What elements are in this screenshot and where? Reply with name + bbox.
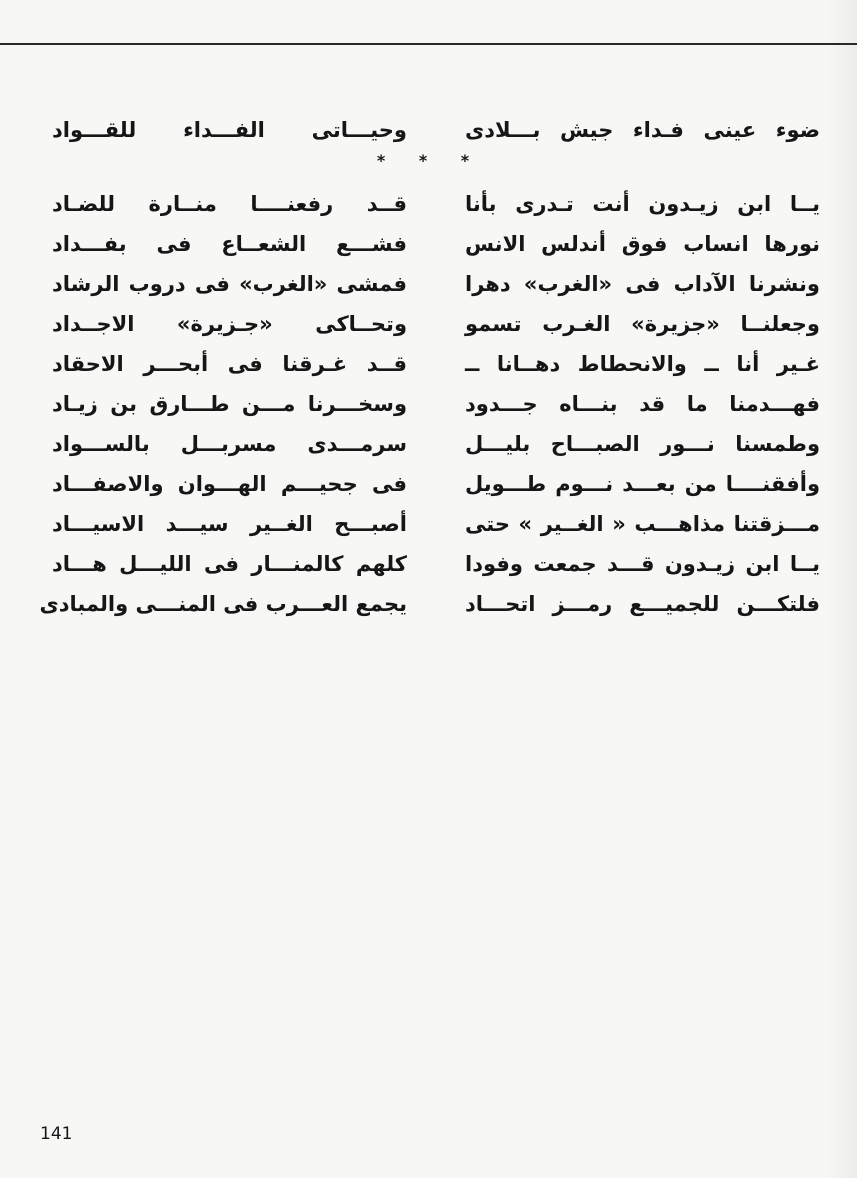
stanza-separator: * * * (376, 151, 484, 170)
verse-second-hemistich: يجمع العـــرب فى المنـــى والمبادى (39, 592, 407, 616)
separator-line (40, 150, 820, 184)
top-rule (0, 43, 857, 45)
verse-second-hemistich: سرمـــدى مسربـــل بالســـواد (52, 432, 407, 456)
verse-first-hemistich: يــا ابن زيـدون أنت تـدرى بأنا (465, 192, 820, 216)
verse-line (40, 584, 820, 624)
verse-second-hemistich: أصبـــح الغــير سيـــد الاسيـــاد (52, 512, 407, 536)
verse-list (40, 184, 820, 624)
verse-second-hemistich: قــد رفعنــــا منــارة للضـاد (52, 192, 407, 216)
verse-first-hemistich: وجعلنــا «جزيرة» الغـرب تسمو (465, 312, 820, 336)
verse-second-hemistich: وتحــاكى «جـزيرة» الاجــداد (52, 312, 407, 336)
poem (40, 110, 820, 624)
verse-line (40, 344, 820, 384)
verse-line (40, 224, 820, 264)
verse-second-hemistich: وسخـــرنا مـــن طـــارق بن زيـاد (52, 392, 407, 416)
verse-first-hemistich: نورها انساب فوق أندلس الانس (465, 232, 820, 256)
verse-first-hemistich: يــا ابن زيـدون قـــد جمعت وفودا (465, 552, 820, 576)
verse-first-hemistich: وأفقنــــا من بعـــد نـــوم طـــويل (465, 472, 820, 496)
page-number: 141 (40, 1124, 73, 1144)
verse-first-hemistich: مـــزقتنا مذاهـــب « الغــير » حتى (465, 512, 820, 536)
verse-line (40, 504, 820, 544)
verse-line (40, 544, 820, 584)
page-edge-shadow (827, 0, 857, 1178)
verse-line (40, 184, 820, 224)
verse-first-hemistich: وطمسنا نـــور الصبـــاح بليـــل (465, 432, 820, 456)
verse-second-hemistich: فى جحيـــم الهـــوان والاصفـــاد (52, 472, 407, 496)
verse-second-hemistich: فمشى «الغرب» فى دروب الرشاد (52, 272, 407, 296)
verse-line (40, 264, 820, 304)
verse-second-hemistich: فشـــع الشعــاع فى بفـــداد (52, 232, 407, 256)
verse-first-hemistich: فهـــدمنا ما قد بنـــاه جـــدود (465, 392, 820, 416)
verse-first-hemistich: غـير أنا ــ والانحطاط دهــانا ــ (465, 352, 820, 376)
verse-second-hemistich: كلهم كالمنـــار فى الليـــل هـــاد (52, 552, 407, 576)
verse-line (40, 304, 820, 344)
verse-first-hemistich: ونشرنا الآداب فى «الغرب» دهرا (465, 272, 820, 296)
verse-second-hemistich: وحيـــاتى الفـــداء للقـــواد (52, 118, 407, 142)
verse-line (40, 424, 820, 464)
verse-first-hemistich: فلتكـــن للجميـــع رمـــز اتحـــاد (465, 592, 820, 616)
verse-first-hemistich: ضوء عينى فـداء جيش بـــلادى (465, 118, 820, 142)
verse-line (40, 384, 820, 424)
verse-second-hemistich: قــد غـرقنا فى أبحـــر الاحقاد (52, 352, 407, 376)
verse-line (40, 464, 820, 504)
